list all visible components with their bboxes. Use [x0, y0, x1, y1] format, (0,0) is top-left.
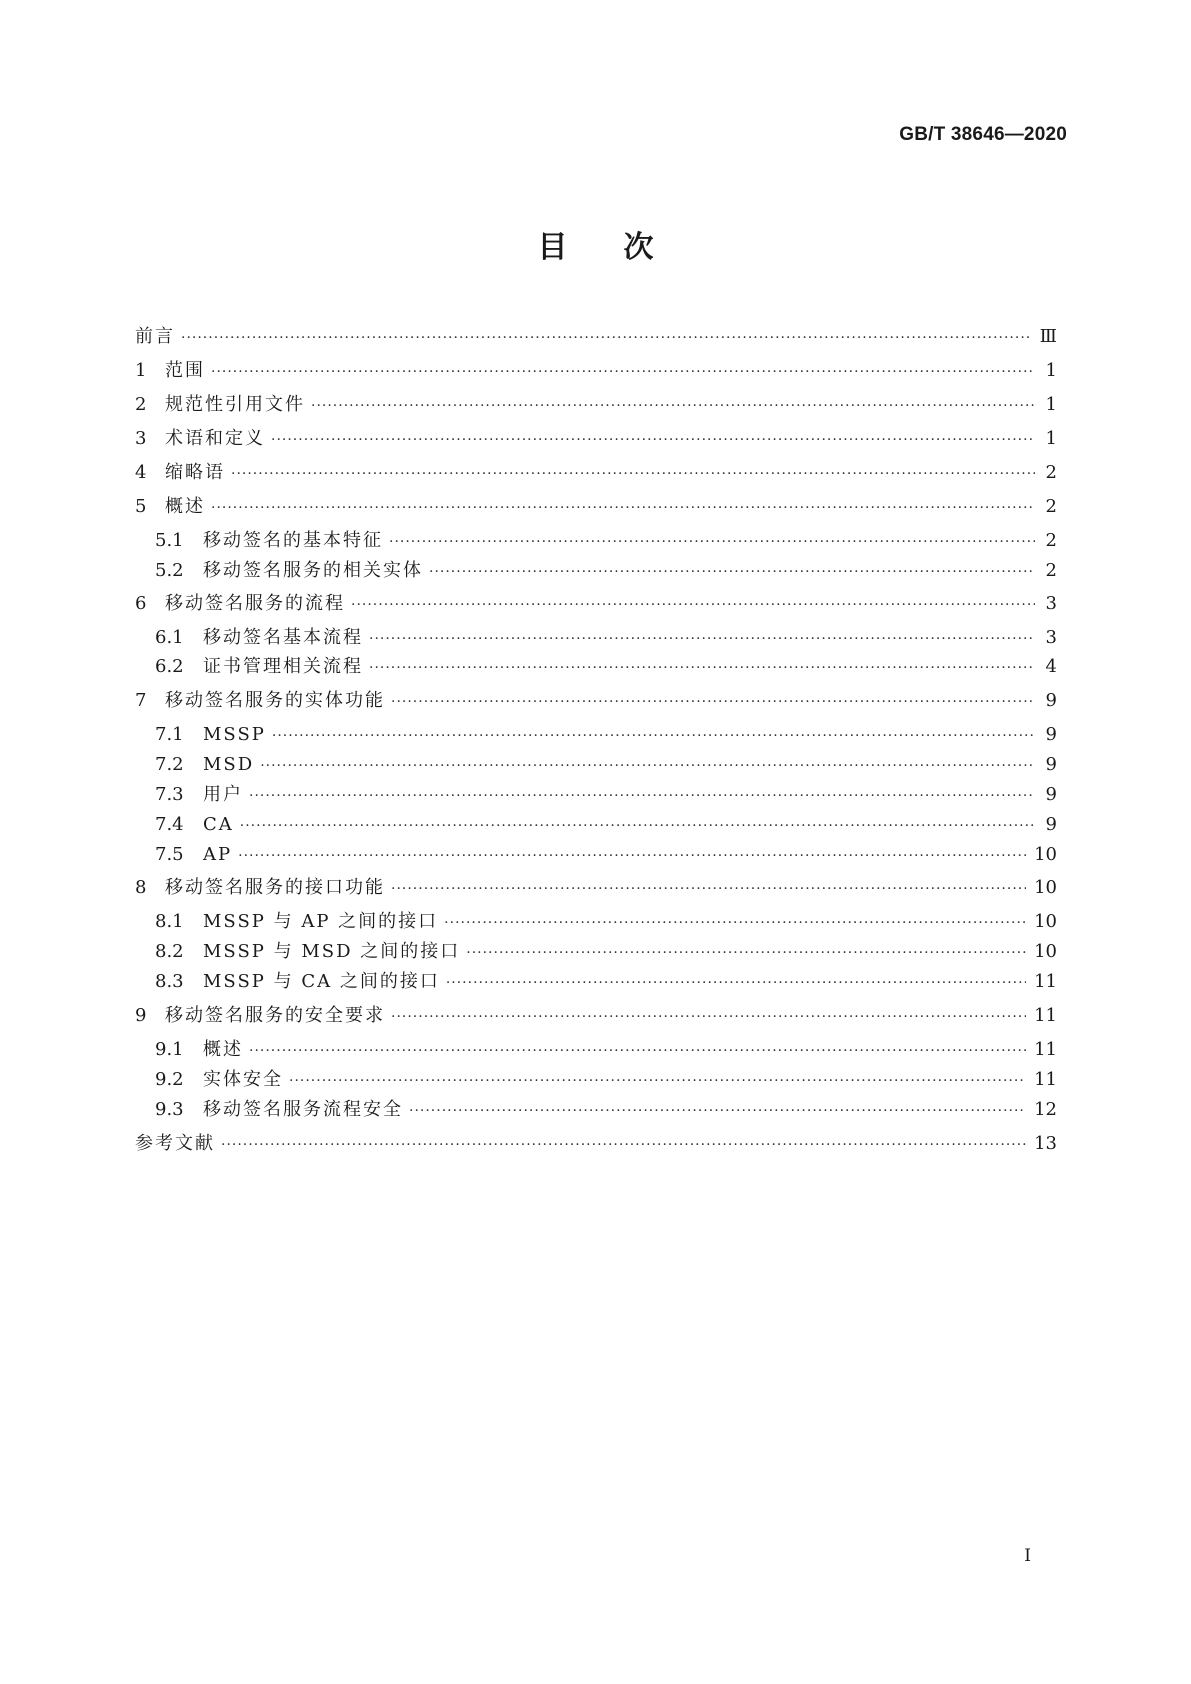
toc-leader-dots	[181, 325, 1032, 351]
toc-leader-dots	[272, 723, 1035, 749]
toc-entry-number: 6	[135, 593, 147, 614]
toc-entry-label: 移动签名服务的实体功能	[165, 690, 385, 711]
toc-entry-label: 移动签名服务的接口功能	[165, 877, 385, 898]
toc-entry-page: 9	[1045, 754, 1057, 775]
toc-entry-page: 2	[1045, 496, 1057, 517]
toc-entry-number: 5.2	[155, 560, 184, 581]
toc-entry-number: 6.2	[155, 656, 184, 677]
toc-entry-number: 5	[135, 496, 147, 517]
toc-entry-number: 1	[135, 360, 147, 381]
toc-subentry[interactable]	[155, 722, 1057, 748]
toc-entry[interactable]	[135, 426, 1057, 452]
toc-entry-page: 9	[1045, 814, 1057, 835]
toc-leader-dots	[289, 1068, 1026, 1094]
toc-entry-number: 9	[135, 1005, 147, 1026]
toc-subentry[interactable]	[155, 528, 1057, 554]
toc-leader-dots	[466, 940, 1026, 966]
toc-leader-dots	[311, 393, 1035, 419]
toc-entry-label: 移动签名服务流程安全	[203, 1099, 403, 1120]
toc-subentry[interactable]	[155, 939, 1057, 965]
toc-subentry[interactable]	[155, 842, 1057, 868]
toc-entry-page: 2	[1045, 530, 1057, 551]
toc-entry-page: Ⅲ	[1039, 326, 1057, 347]
toc-entry-label: 证书管理相关流程	[203, 656, 363, 677]
toc-subentry[interactable]	[155, 752, 1057, 778]
toc-entry-number: 5.1	[155, 530, 184, 551]
toc-entry[interactable]	[135, 494, 1057, 520]
toc-entry-page: 11	[1034, 1005, 1057, 1026]
toc-entry-number: 8.2	[155, 941, 184, 962]
toc-entry-page: 13	[1034, 1133, 1057, 1154]
toc-entry[interactable]	[135, 1131, 1057, 1157]
toc-entry[interactable]	[135, 460, 1057, 486]
toc-entry-number: 3	[135, 428, 147, 449]
toc-leader-dots	[389, 529, 1035, 555]
toc-leader-dots	[238, 843, 1026, 869]
toc-entry-number: 6.1	[155, 627, 184, 648]
toc-entry-page: 2	[1045, 560, 1057, 581]
toc-entry-page: 9	[1045, 724, 1057, 745]
toc-entry-label: 用户	[203, 784, 243, 805]
toc-leader-dots	[249, 1038, 1026, 1064]
toc-entry-label: MSSP 与 AP 之间的接口	[203, 911, 439, 932]
toc-leader-dots	[231, 461, 1035, 487]
toc-entry[interactable]	[135, 358, 1057, 384]
toc-entry[interactable]	[135, 591, 1057, 617]
toc-subentry[interactable]	[155, 782, 1057, 808]
toc-entry-label: 概述	[203, 1039, 243, 1060]
toc-entry[interactable]	[135, 1003, 1057, 1029]
toc-entry-number: 8	[135, 877, 147, 898]
toc-leader-dots	[391, 876, 1026, 902]
toc-leader-dots	[369, 655, 1035, 681]
toc-subentry[interactable]	[155, 1097, 1057, 1123]
page-title: 目次	[537, 230, 710, 265]
toc-entry-number: 7.5	[155, 844, 184, 865]
toc-entry-page: 2	[1045, 462, 1057, 483]
toc-subentry[interactable]	[155, 558, 1057, 584]
toc-leader-dots	[240, 813, 1035, 839]
toc-entry-label: 范围	[165, 360, 205, 381]
toc-subentry[interactable]	[155, 625, 1057, 651]
toc-leader-dots	[271, 427, 1035, 453]
toc-entry-page: 10	[1034, 911, 1057, 932]
toc-entry-label: MSSP 与 MSD 之间的接口	[203, 941, 461, 962]
toc-entry-number: 4	[135, 462, 147, 483]
toc-entry-label: 移动签名的基本特征	[203, 530, 383, 551]
toc-entry-label: 概述	[165, 496, 205, 517]
toc-entry-page: 3	[1045, 593, 1057, 614]
toc-entry-number: 7	[135, 690, 147, 711]
toc-entry-label: MSD	[203, 754, 255, 775]
toc-entry-page: 10	[1034, 877, 1057, 898]
toc-entry-page: 10	[1034, 941, 1057, 962]
toc-entry[interactable]	[135, 875, 1057, 901]
toc-leader-dots	[444, 910, 1026, 936]
toc-entry-number: 7.4	[155, 814, 184, 835]
toc-subentry[interactable]	[155, 909, 1057, 935]
toc-entry-label: 术语和定义	[165, 428, 265, 449]
toc-entry-label: MSSP 与 CA 之间的接口	[203, 971, 440, 992]
toc-entry-label: CA	[203, 814, 234, 835]
toc-entry-label: 移动签名基本流程	[203, 627, 363, 648]
toc-leader-dots	[369, 626, 1035, 652]
toc-entry-label: MSSP	[203, 724, 266, 745]
toc-entry-page: 9	[1045, 690, 1057, 711]
toc-entry-page: 9	[1045, 784, 1057, 805]
toc-leader-dots	[211, 495, 1035, 521]
toc-entry-label: 实体安全	[203, 1069, 283, 1090]
toc-entry-number: 8.3	[155, 971, 184, 992]
toc-entry-page: 11	[1034, 971, 1057, 992]
toc-entry-number: 7.1	[155, 724, 184, 745]
toc-entry-page: 10	[1034, 844, 1057, 865]
toc-subentry[interactable]	[155, 654, 1057, 680]
toc-subentry[interactable]	[155, 1037, 1057, 1063]
toc-entry-number: 2	[135, 394, 147, 415]
standard-code: GB/T 38646—2020	[899, 124, 1067, 145]
toc-entry-label: 移动签名服务的相关实体	[203, 560, 423, 581]
toc-leader-dots	[260, 753, 1035, 779]
toc-leader-dots	[221, 1132, 1026, 1158]
toc-leader-dots	[409, 1098, 1026, 1124]
toc-entry-label: 移动签名服务的安全要求	[165, 1005, 385, 1026]
toc-entry-page: 12	[1034, 1099, 1057, 1120]
toc-entry-number: 9.2	[155, 1069, 184, 1090]
toc-entry-page: 1	[1045, 394, 1057, 415]
toc-entry[interactable]	[135, 324, 1057, 350]
toc-entry-number: 7.2	[155, 754, 184, 775]
toc-entry-label: 移动签名服务的流程	[165, 593, 345, 614]
toc-entry-label: 缩略语	[165, 462, 225, 483]
toc-entry-label: 参考文献	[135, 1133, 215, 1154]
toc-entry-page: 11	[1034, 1069, 1057, 1090]
toc-subentry[interactable]	[155, 1067, 1057, 1093]
toc-entry-label: 规范性引用文件	[165, 394, 305, 415]
toc-entry[interactable]	[135, 392, 1057, 418]
toc-subentry[interactable]	[155, 969, 1057, 995]
toc-entry-page: 3	[1045, 627, 1057, 648]
toc-entry-number: 7.3	[155, 784, 184, 805]
toc-leader-dots	[429, 559, 1035, 585]
toc-entry-label: AP	[203, 844, 233, 865]
toc-entry-page: 11	[1034, 1039, 1057, 1060]
toc-entry-number: 9.1	[155, 1039, 184, 1060]
toc-subentry[interactable]	[155, 812, 1057, 838]
toc-entry-number: 8.1	[155, 911, 184, 932]
toc-entry-number: 9.3	[155, 1099, 184, 1120]
toc-entry-page: 1	[1045, 360, 1057, 381]
toc-leader-dots	[211, 359, 1035, 385]
toc-leader-dots	[391, 689, 1035, 715]
toc-entry-page: 4	[1045, 656, 1057, 677]
toc-leader-dots	[391, 1004, 1026, 1030]
toc-leader-dots	[446, 970, 1026, 996]
toc-leader-dots	[249, 783, 1035, 809]
toc-entry[interactable]	[135, 688, 1057, 714]
toc-entry-page: 1	[1045, 428, 1057, 449]
toc-leader-dots	[351, 592, 1035, 618]
toc-entry-label: 前言	[135, 326, 175, 347]
page-number: Ⅰ	[1024, 1546, 1031, 1566]
